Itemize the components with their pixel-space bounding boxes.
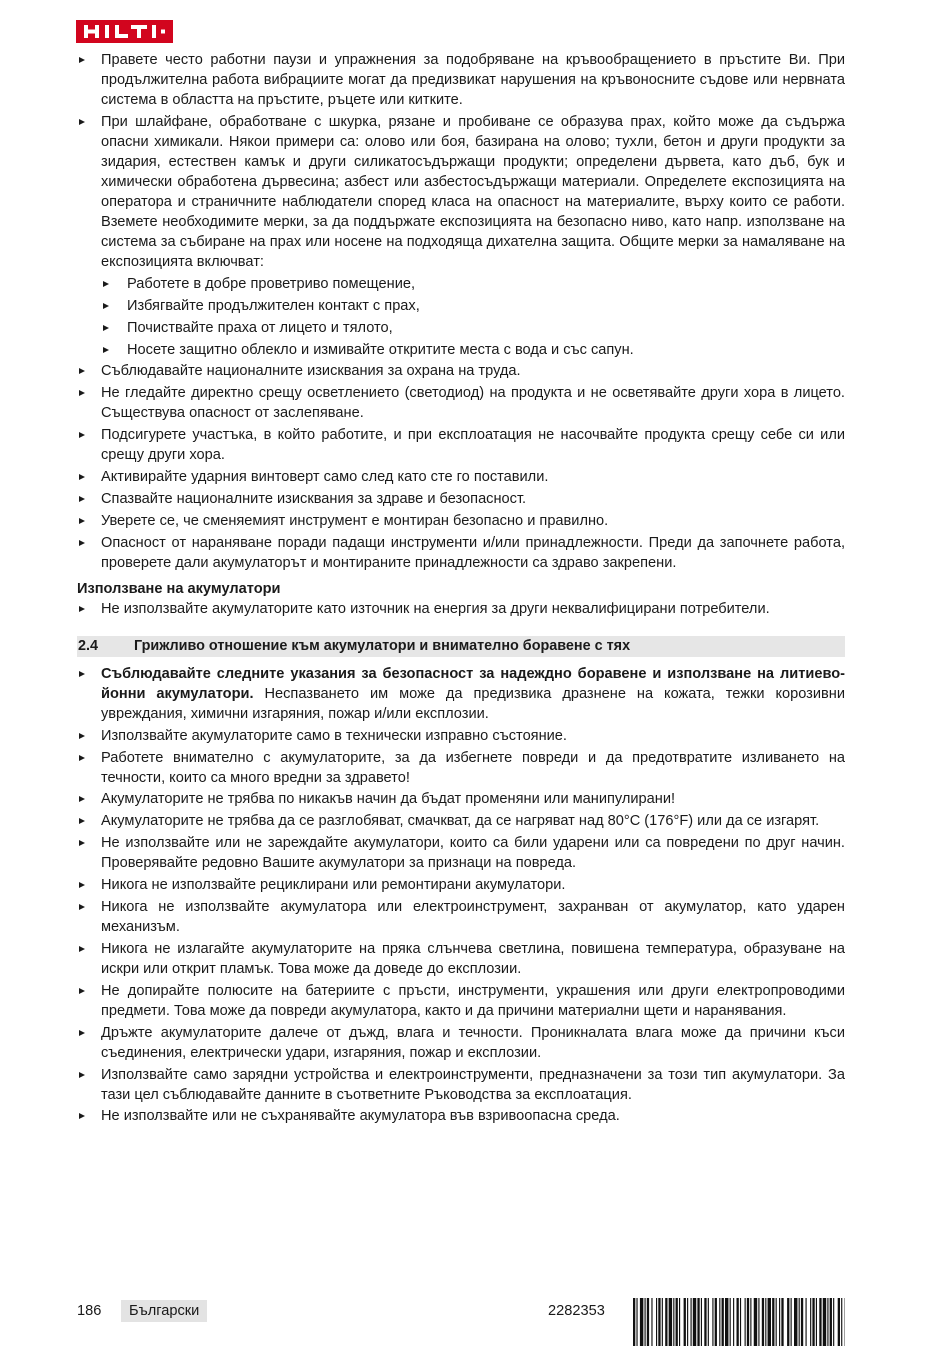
barcode-bar xyxy=(725,1298,728,1346)
section-heading xyxy=(77,636,845,657)
exposure-measures-list xyxy=(101,274,845,360)
barcode-bar xyxy=(647,1298,649,1346)
sub-list-item: Работете в добре проветриво помещение, xyxy=(101,274,845,294)
barcode-bar xyxy=(701,1298,702,1346)
barcode-bar xyxy=(665,1298,667,1346)
list-item xyxy=(77,664,845,724)
barcode-bar xyxy=(712,1298,713,1346)
document-number: 2282353 xyxy=(548,1303,605,1319)
battery-safety-list xyxy=(77,664,845,1127)
barcode-bar xyxy=(704,1298,706,1346)
list-item: Използвайте само зарядни устройства и електроинструменти, предназначени за този тип акумулатори. За тази цел съблюдавайте данните в съответните Ръководства за експлоатация. xyxy=(77,1065,845,1105)
barcode-bar xyxy=(765,1298,766,1346)
barcode-bar xyxy=(768,1298,771,1346)
list-item: Активирайте ударния винтоверт само след като сте го поставили. xyxy=(77,467,845,487)
list-item: Не гледайте директно срещу осветлението (светодиод) на продукта и не осветявайте други хора в лицето. Съществува опасност от заслепяване. xyxy=(77,383,845,423)
list-item: Акумулаторите не трябва по никакъв начин да бъдат променяни или манипулирани! xyxy=(77,789,845,809)
barcode-bar xyxy=(676,1298,678,1346)
barcode-bar xyxy=(679,1298,680,1346)
barcode-bar xyxy=(733,1298,734,1346)
hilti-logo xyxy=(76,20,173,43)
barcode-bar xyxy=(750,1298,751,1346)
barcode-bar xyxy=(691,1298,692,1346)
barcode-bar xyxy=(719,1298,720,1346)
barcode-bar xyxy=(819,1298,821,1346)
page-footer xyxy=(77,1300,845,1326)
barcode-bar xyxy=(812,1298,814,1346)
barcode-bar xyxy=(823,1298,826,1346)
barcode-bar xyxy=(737,1298,739,1346)
barcode-bar xyxy=(697,1298,699,1346)
section-number: 2.4 xyxy=(78,637,99,654)
battery-use-heading: Използване на акумулатори xyxy=(77,580,281,597)
list-item: Използвайте акумулаторите само в технически изправно състояние. xyxy=(77,726,845,746)
barcode-bar xyxy=(781,1298,783,1346)
barcode-bar xyxy=(687,1298,688,1346)
page-content xyxy=(77,50,845,1128)
barcode xyxy=(633,1298,845,1346)
barcode-bar xyxy=(779,1298,780,1346)
barcode-bar xyxy=(794,1298,797,1346)
barcode-bar xyxy=(806,1298,807,1346)
barcode-bar xyxy=(833,1298,834,1346)
list-item-bold-text: Съблюдавайте следните указания за безопасност за надеждно боравене и използване на литиево-йонни акумулатори. xyxy=(101,665,845,702)
barcode-bar xyxy=(636,1298,637,1346)
list-item: Никога не използвайте рециклирани или ремонтирани акумулатори. xyxy=(77,875,845,895)
list-item: Работете внимателно с акумулаторите, за да избегнете повреди и да предотвратите изливането на течности, които са много вредни за здравето! xyxy=(77,748,845,788)
list-item xyxy=(77,112,845,360)
battery-use-list xyxy=(77,599,845,619)
list-item: Подсигурете участъка, в който работите, и при експлоатация не насочвайте продукта срещу себе си или срещу други хора. xyxy=(77,425,845,465)
list-item: Опасност от нараняване поради падащи инструменти и/или принадлежности. Преди да започнете работа, проверете дали акумулаторът и монтираните принадлежности са здраво закрепени. xyxy=(77,533,845,573)
barcode-bar xyxy=(658,1298,660,1346)
barcode-bar xyxy=(799,1298,800,1346)
barcode-bar xyxy=(640,1298,643,1346)
list-item: Съблюдавайте националните изисквания за охрана на труда. xyxy=(77,361,845,381)
barcode-bar xyxy=(838,1298,840,1346)
barcode-bar xyxy=(776,1298,777,1346)
barcode-bar xyxy=(747,1298,749,1346)
barcode-bar xyxy=(801,1298,803,1346)
list-item: Не допирайте полюсите на батериите с пръсти, инструменти, украшения или други електропроводими предмети. Това може да повреди акумулатора, както и да причини материални щети и наранявания. xyxy=(77,981,845,1021)
barcode-bar xyxy=(772,1298,774,1346)
barcode-bar xyxy=(633,1298,635,1346)
list-item: Уверете се, че сменяемият инструмент е монтиран безопасно и правилно. xyxy=(77,511,845,531)
list-item: Дръжте акумулаторите далече от дъжд, влага и течности. Проникналата влага може да причини къси съединения, електрически удари, изгаряния, пожар и експлозии. xyxy=(77,1023,845,1063)
barcode-bar xyxy=(810,1298,811,1346)
barcode-bar xyxy=(656,1298,657,1346)
barcode-bar xyxy=(673,1298,674,1346)
barcode-bar xyxy=(715,1298,717,1346)
barcode-bar xyxy=(693,1298,696,1346)
barcode-bar xyxy=(758,1298,759,1346)
list-item-text: Неспазването им може да предизвика дразнене на кожата, тежки корозивни увреждания, химични изгаряния, пожар и/или експлозии. xyxy=(101,685,845,722)
list-item: Акумулаторите не трябва да се разглобяват, смачкват, да се нагряват над 80°C (176°F) или да се изгарят. xyxy=(77,811,845,831)
barcode-bar xyxy=(841,1298,842,1346)
barcode-bar xyxy=(684,1298,686,1346)
page-number: 186 xyxy=(77,1303,102,1319)
section-title: Грижливо отношение към акумулатори и внимателно боравене с тях xyxy=(134,637,631,654)
barcode-bar xyxy=(791,1298,792,1346)
barcode-bar xyxy=(745,1298,746,1346)
barcode-bar xyxy=(762,1298,764,1346)
barcode-bar xyxy=(669,1298,672,1346)
list-item: Никога не използвайте акумулатора или електроинструмент, захранван от акумулатор, като ударен механизъм. xyxy=(77,897,845,937)
list-item: Не използвайте акумулаторите като източник на енергия за други неквалифицирани потребители. xyxy=(77,599,845,619)
list-item: Никога не излагайте акумулаторите на пряка слънчева светлина, повишена температура, образуване на искри или открит пламък. Това може да доведе до експлозии. xyxy=(77,939,845,979)
barcode-bar xyxy=(740,1298,741,1346)
language-label: Български xyxy=(121,1300,207,1322)
barcode-bar xyxy=(787,1298,789,1346)
sub-list-item: Почиствайте праха от лицето и тялото, xyxy=(101,318,845,338)
barcode-bar xyxy=(730,1298,731,1346)
list-item: Спазвайте националните изисквания за здраве и безопасност. xyxy=(77,489,845,509)
sub-list-item: Носете защитно облекло и измивайте откритите места с вода и със сапун. xyxy=(101,340,845,360)
list-item: Не използвайте или не зареждайте акумулатори, които са били ударени или са повредени по друг начин. Проверявайте редовно Вашите акумулатори за признаци на повреда. xyxy=(77,833,845,873)
safety-list xyxy=(77,50,845,573)
list-item: Правете често работни паузи и упражнения за подобряване на кръвообращението в пръстите Ви. При продължителна работа вибрациите могат да предизвикат нарушения на кръвоносните съдове или нервната система в областта на пръстите, ръцете или китките. xyxy=(77,50,845,110)
barcode-bar xyxy=(830,1298,832,1346)
list-item-text: При шлайфане, обработване с шкурка, рязане и пробиване се образува прах, който може да съдържа опасни химикали. Някои примери са: олово или боя, базирана на олово; тухли, бетон и други продукти за зидария, естествен камък и други силикатосъдържащи продукти; определени дървета, като дъб, бук и химически обработена дървесина; азбест или азбестосъдържащи материали. Определете експозицията на оператора и страничните наблюдатели според класа на опасност на материалите, върху които се работи. Вземете необходимите мерки, за да поддържате експозицията на безопасно ниво, като напр. използване на система за събиране на прах или носене на подходяща дихателна защита. Общите мерки за намаляване на експозицията включват: xyxy=(101,113,845,270)
sub-list-item: Избягвайте продължителен контакт с прах, xyxy=(101,296,845,316)
list-item: Не използвайте или не съхранявайте акумулатора във взривоопасна среда. xyxy=(77,1106,845,1126)
barcode-bar xyxy=(651,1298,652,1346)
barcode-bar xyxy=(754,1298,757,1346)
barcode-bar xyxy=(645,1298,646,1346)
barcode-bar xyxy=(827,1298,828,1346)
barcode-bar xyxy=(816,1298,817,1346)
barcode-bar xyxy=(722,1298,724,1346)
barcode-bar xyxy=(708,1298,709,1346)
barcode-bar xyxy=(662,1298,663,1346)
